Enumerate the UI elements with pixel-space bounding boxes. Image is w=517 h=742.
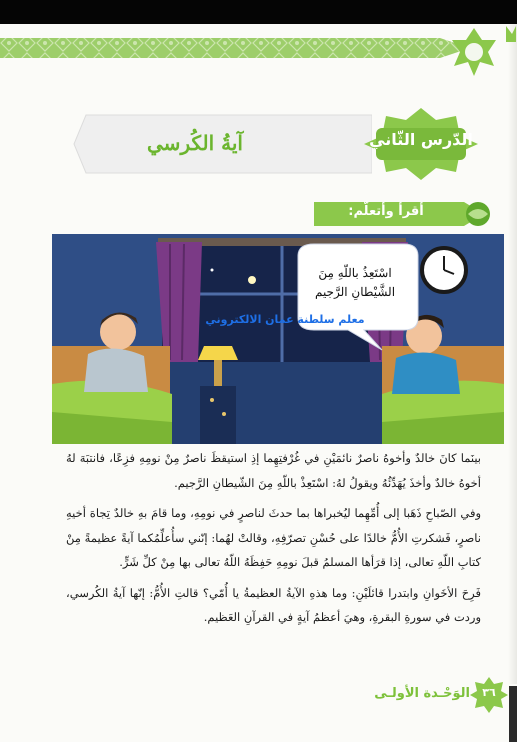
page-number: ٣٦	[482, 686, 496, 699]
top-status-bar	[0, 0, 517, 24]
corner-star-ornament	[432, 24, 517, 84]
scroll-edge-marker	[509, 686, 517, 742]
page-edge	[508, 24, 517, 684]
story-illustration	[52, 234, 504, 444]
story-paragraph: فَرِحَ الأخَوانِ وابتدرا قائلَيْنِ: وما هذهِ الآيةُ العظيمةُ يا أُمّي؟ قالتِ الأُمُّ: إنّها آيةُ الكُرسي، وردت في سورةِ البقرةِ، وهيَ أعظمُ آيةٍ في القرآنِ العَظيم.	[66, 585, 481, 624]
ornamental-band	[0, 34, 480, 60]
unit-label: الوَحْـدة الأولـى	[374, 686, 470, 701]
watermark-text: معلم سلطنة عمان الالكتروني	[205, 313, 365, 326]
lesson-label: الدّرس الثّاني	[369, 130, 473, 149]
lesson-title: آيةُ الكُرسي	[147, 131, 243, 155]
read-learn-label: أقرأ وأتعلّم:	[348, 204, 424, 219]
story-text	[66, 446, 481, 636]
story-paragraph: وفي الصّباحِ ذَهَبا إلى أُمِّهِما ليُخبراها بما حدثَ لناصرٍ في نومِهِ، وما قامَ بهِ خالدٌ تِجاهَ أخيهِ ناصرٍ، فَشكرتِ الأُمُّ خالدًا على حُسْنِ تصرّفِهِ، وقالتْ لهُما: إنّني سأُعلِّمُكما آيةً عظيمةً مِنْ كتابِ اللّهِ تعالى، إذا قرَأها المسلمُ قبلَ نومِهِ حَفِظَهُ اللّهُ تعالى بها مِنْ كلِّ شَرٍّ.	[66, 506, 481, 569]
story-paragraph: بينَما كانَ خالدٌ وأخوهُ ناصرٌ نائمَيْنِ في غُرْفتِهِما إذِ استيقظَ ناصرٌ مِنْ نومِهِ فزِعًا، فانتبَهَ لهُ أخوهُ خالدٌ وأخذَ يُهَدِّئُهُ ويقولُ لهُ: اسْتَعِذْ باللّهِ مِنَ الشّيطانِ الرَّجيم.	[66, 451, 481, 490]
speech-bubble-text: اسْتَعِذُ باللّهِ مِنَ الشَّيْطانِ الرَّجيم	[314, 266, 396, 299]
